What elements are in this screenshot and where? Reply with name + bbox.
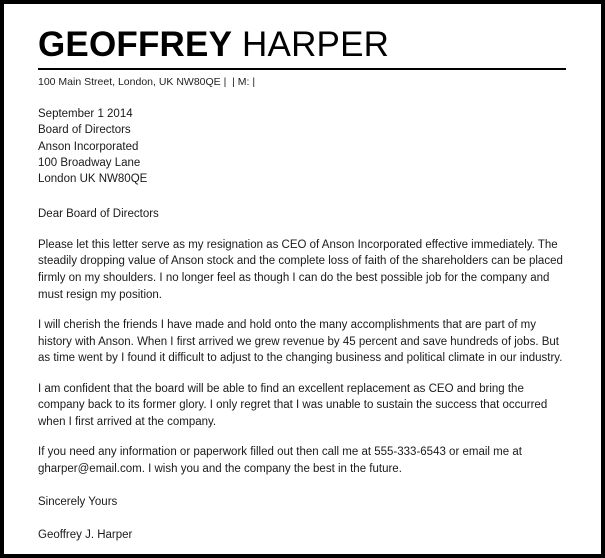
sign-off: Sincerely Yours (38, 495, 118, 508)
salutation: Dear Board of Directors (38, 207, 159, 220)
letterhead (38, 26, 567, 89)
signature-block (38, 494, 567, 544)
letter-date: September 1 2014 (38, 107, 133, 120)
letterhead-first-name: GEOFFREY (38, 25, 233, 64)
letter-content (38, 237, 567, 478)
recipient-street: 100 Broadway Lane (38, 156, 141, 169)
letterhead-last-name: HARPER (232, 25, 390, 64)
letterhead-name (38, 26, 567, 64)
letterhead-contact-line: 100 Main Street, London, UK NW80QE | | M: | (38, 75, 256, 88)
address-block (38, 106, 567, 188)
letter-body (4, 4, 601, 554)
recipient-city-region: London UK NW80QE (38, 173, 148, 186)
recipient-company: Anson Incorporated (38, 140, 139, 153)
signer-name: Geoffrey J. Harper (38, 528, 133, 541)
letterhead-divider (38, 68, 566, 70)
body-paragraph: I will cherish the friends I have made and hold onto the many accomplishments that are part of my history with Anson. When I first arrived we grew revenue by 45 percent and save hundreds of jobs. But as time went by I found it difficult to adjust to the changing business and political climate in our industry. (38, 319, 563, 365)
body-paragraph: If you need any information or paperwork filled out then call me at 555-333-6543 or email me at gharper@email.com. I wish you and the company the best in the future. (38, 446, 522, 475)
body-paragraph: Please let this letter serve as my resignation as CEO of Anson Incorporated effective immediately. The steadily dropping value of Anson stock and the complete loss of faith of the shareholders can be placed firmly on my shoulders. I no longer feel as though I can do the best possible job for the company and must resign my position. (38, 238, 563, 301)
body-paragraph: I am confident that the board will be able to find an excellent replacement as CEO and bring the company back to its former glory. I only regret that I was unable to sustain the success that occurred when I first arrived at the company. (38, 382, 548, 428)
recipient-title: Board of Directors (38, 124, 131, 137)
